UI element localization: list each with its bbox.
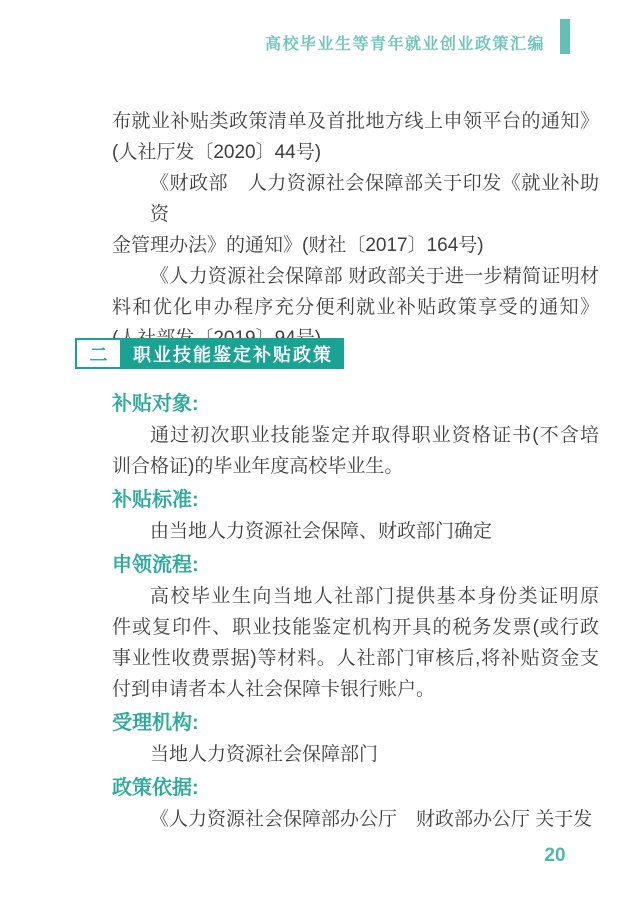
text-line: 由当地人力资源社会保障、财政部门确定 bbox=[150, 521, 493, 542]
subsection-label: 受理机构: bbox=[112, 712, 199, 734]
text-line: 《人力资源社会保障部 财政部关于进一步精简证明材 bbox=[150, 266, 599, 287]
section-heading bbox=[75, 338, 344, 369]
header-accent-bar bbox=[560, 19, 570, 54]
text-line: 料和优化申办程序充分便利就业补贴政策享受的通知》 bbox=[112, 297, 599, 318]
text-line: 付到申请者本人社会保障卡银行账户。 bbox=[112, 679, 436, 700]
text-line: 《人力资源社会保障部办公厅 财政部办公厅 关于发 bbox=[150, 809, 593, 830]
text-line: 件或复印件、职业技能鉴定机构开具的税务发票(或行政 bbox=[112, 617, 599, 638]
text-line: (人社厅发〔2020〕44号) bbox=[112, 142, 322, 163]
subsections bbox=[112, 389, 599, 835]
section-title: 职业技能鉴定补贴政策 bbox=[122, 338, 344, 369]
subsection bbox=[112, 708, 599, 770]
text-line: 通过初次职业技能鉴定并取得职业资格证书(不含培 bbox=[150, 425, 599, 446]
text-line: 训合格证)的毕业年度高校毕业生。 bbox=[112, 456, 404, 477]
subsection bbox=[112, 773, 599, 835]
text-line: 金管理办法》的通知》(财社〔2017〕164号) bbox=[112, 235, 484, 256]
subsection-label: 申领流程: bbox=[112, 554, 199, 576]
section-number-badge: 二 bbox=[75, 338, 122, 369]
intro-paragraphs bbox=[112, 106, 599, 354]
text-line: 事业性收费票据)等材料。人社部门审核后,将补贴资金支 bbox=[112, 648, 599, 669]
text-line: 高校毕业生向当地人社部门提供基本身份类证明原 bbox=[150, 586, 599, 607]
subsection bbox=[112, 389, 599, 482]
subsection bbox=[112, 550, 599, 705]
subsection-label: 补贴对象: bbox=[112, 393, 199, 415]
text-line: 当地人力资源社会保障部门 bbox=[150, 744, 379, 765]
text-line: 《财政部 人力资源社会保障部关于印发《就业补助资 bbox=[150, 173, 599, 225]
subsection bbox=[112, 485, 599, 547]
page-header-title: 高校毕业生等青年就业创业政策汇编 bbox=[264, 36, 545, 53]
subsection-label: 补贴标准: bbox=[112, 489, 199, 511]
text-line: 布就业补贴类政策清单及首批地方线上申领平台的通知》 bbox=[112, 111, 599, 132]
subsection-label: 政策依据: bbox=[112, 777, 199, 799]
page-number: 20 bbox=[544, 845, 566, 866]
